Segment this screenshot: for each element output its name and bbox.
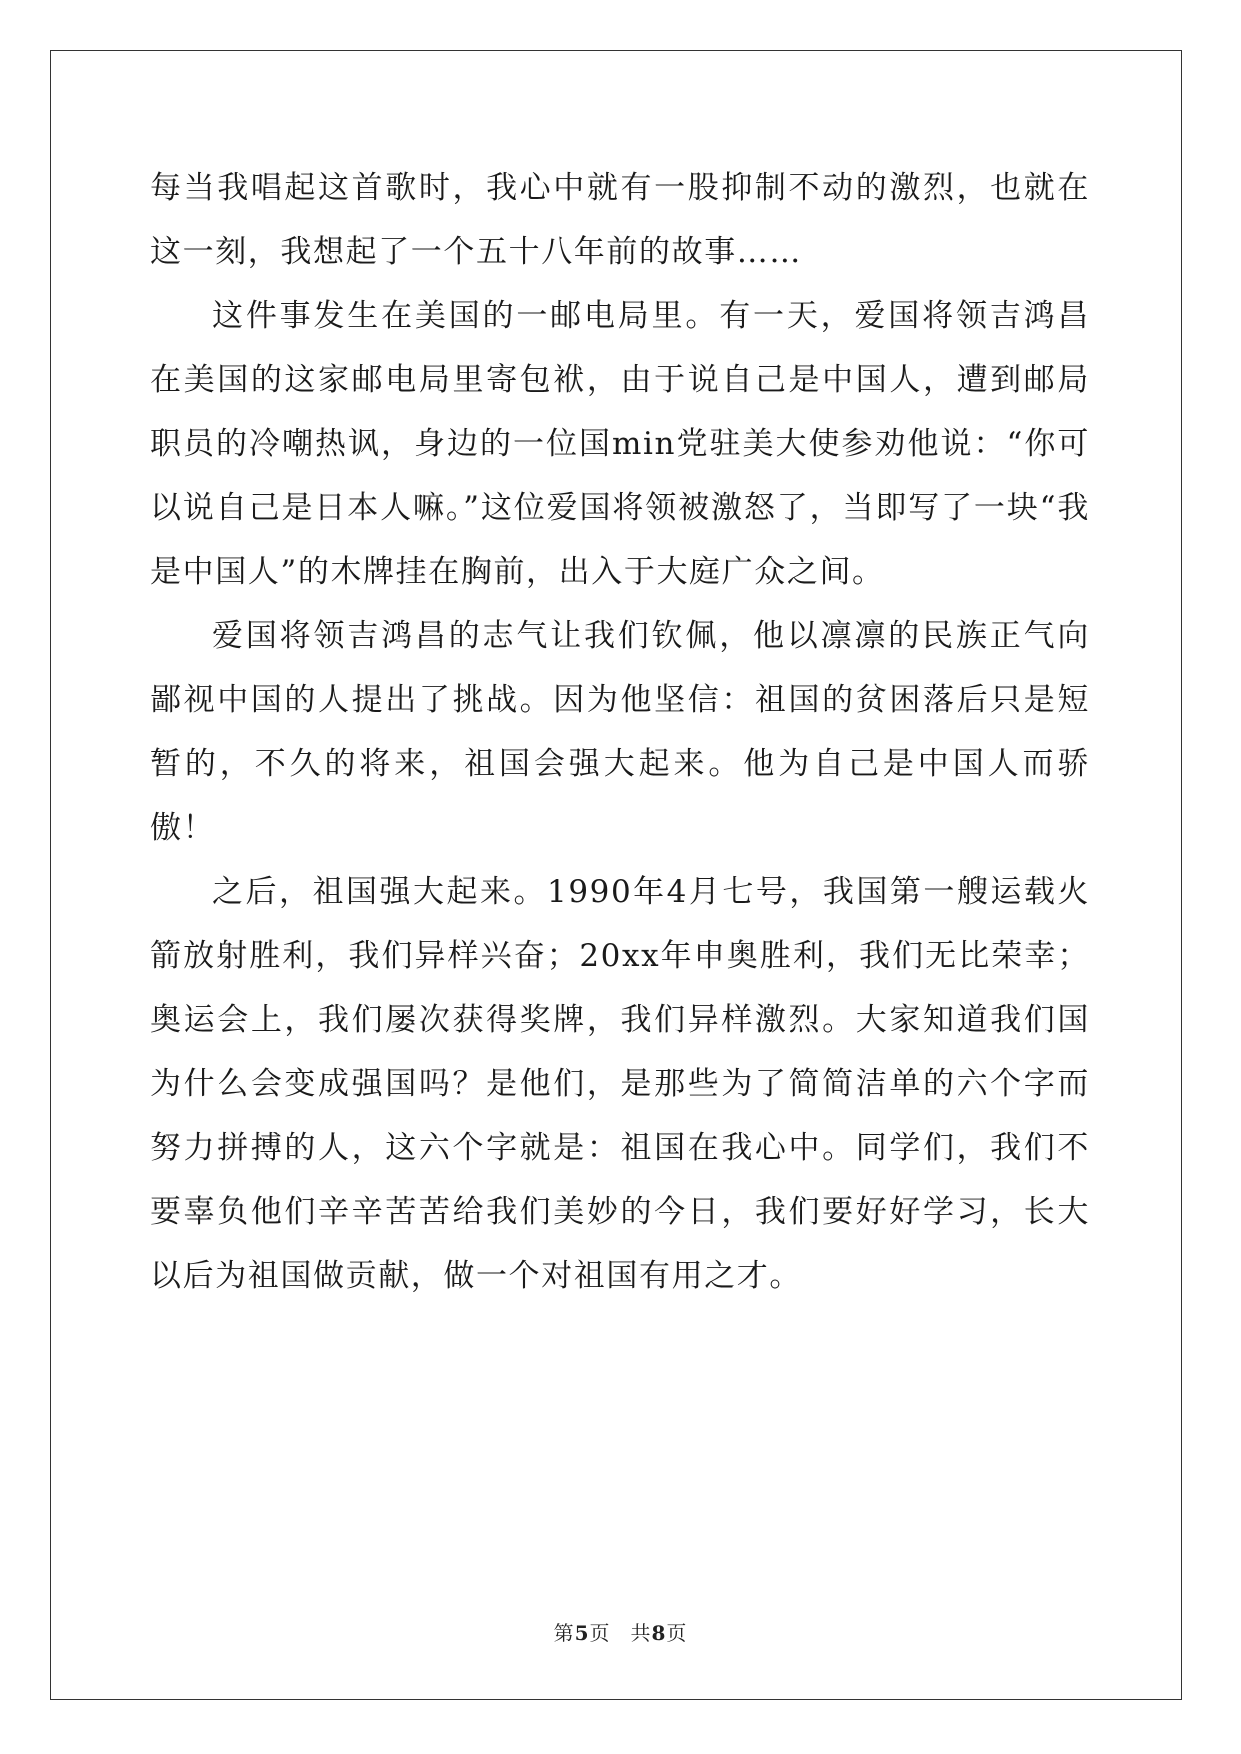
paragraph-1: 每当我唱起这首歌时，我心中就有一股抑制不动的激烈，也就在这一刻，我想起了一个五十八年前的故事…… (150, 170, 1090, 270)
paragraph-3: 爱国将领吉鸿昌的志气让我们钦佩，他以凛凛的民族正气向鄙视中国的人提出了挑战。因为他坚信：祖国的贫困落后只是短暂的，不久的将来，祖国会强大起来。他为自己是中国人而骄傲！ (150, 618, 1090, 846)
paragraph-2: 这件事发生在美国的一邮电局里。有一天，爱国将领吉鸿昌在美国的这家邮电局里寄包袱，由于说自己是中国人，遭到邮局职员的冷嘲热讽，身边的一位国min党驻美大使参劝他说：“你可以说自己是日本人嘛。”这位爱国将领被激怒了，当即写了一块“我是中国人”的木牌挂在胸前，出入于大庭广众之间。 (150, 298, 1090, 590)
total-prefix: 共 (630, 1621, 652, 1645)
current-page-number: 5 (574, 1621, 590, 1645)
document-body (150, 156, 1090, 1308)
page-number-footer (0, 1617, 1241, 1646)
total-pages-number: 8 (651, 1621, 667, 1645)
page-suffix: 页 (589, 1621, 611, 1645)
page-prefix: 第 (553, 1621, 575, 1645)
paragraph-4: 之后，祖国强大起来。1990年4月七号，我国第一艘运载火箭放射胜利，我们异样兴奋；20xx年申奥胜利，我们无比荣幸；奥运会上，我们屡次获得奖牌，我们异样激烈。大家知道我们国为什么会变成强国吗？是他们，是那些为了简简洁单的六个字而努力拼搏的人，这六个字就是：祖国在我心中。同学们，我们不要辜负他们辛辛苦苦给我们美妙的今日，我们要好好学习，长大以后为祖国做贡献，做一个对祖国有用之才。 (150, 874, 1090, 1294)
total-suffix: 页 (666, 1621, 688, 1645)
